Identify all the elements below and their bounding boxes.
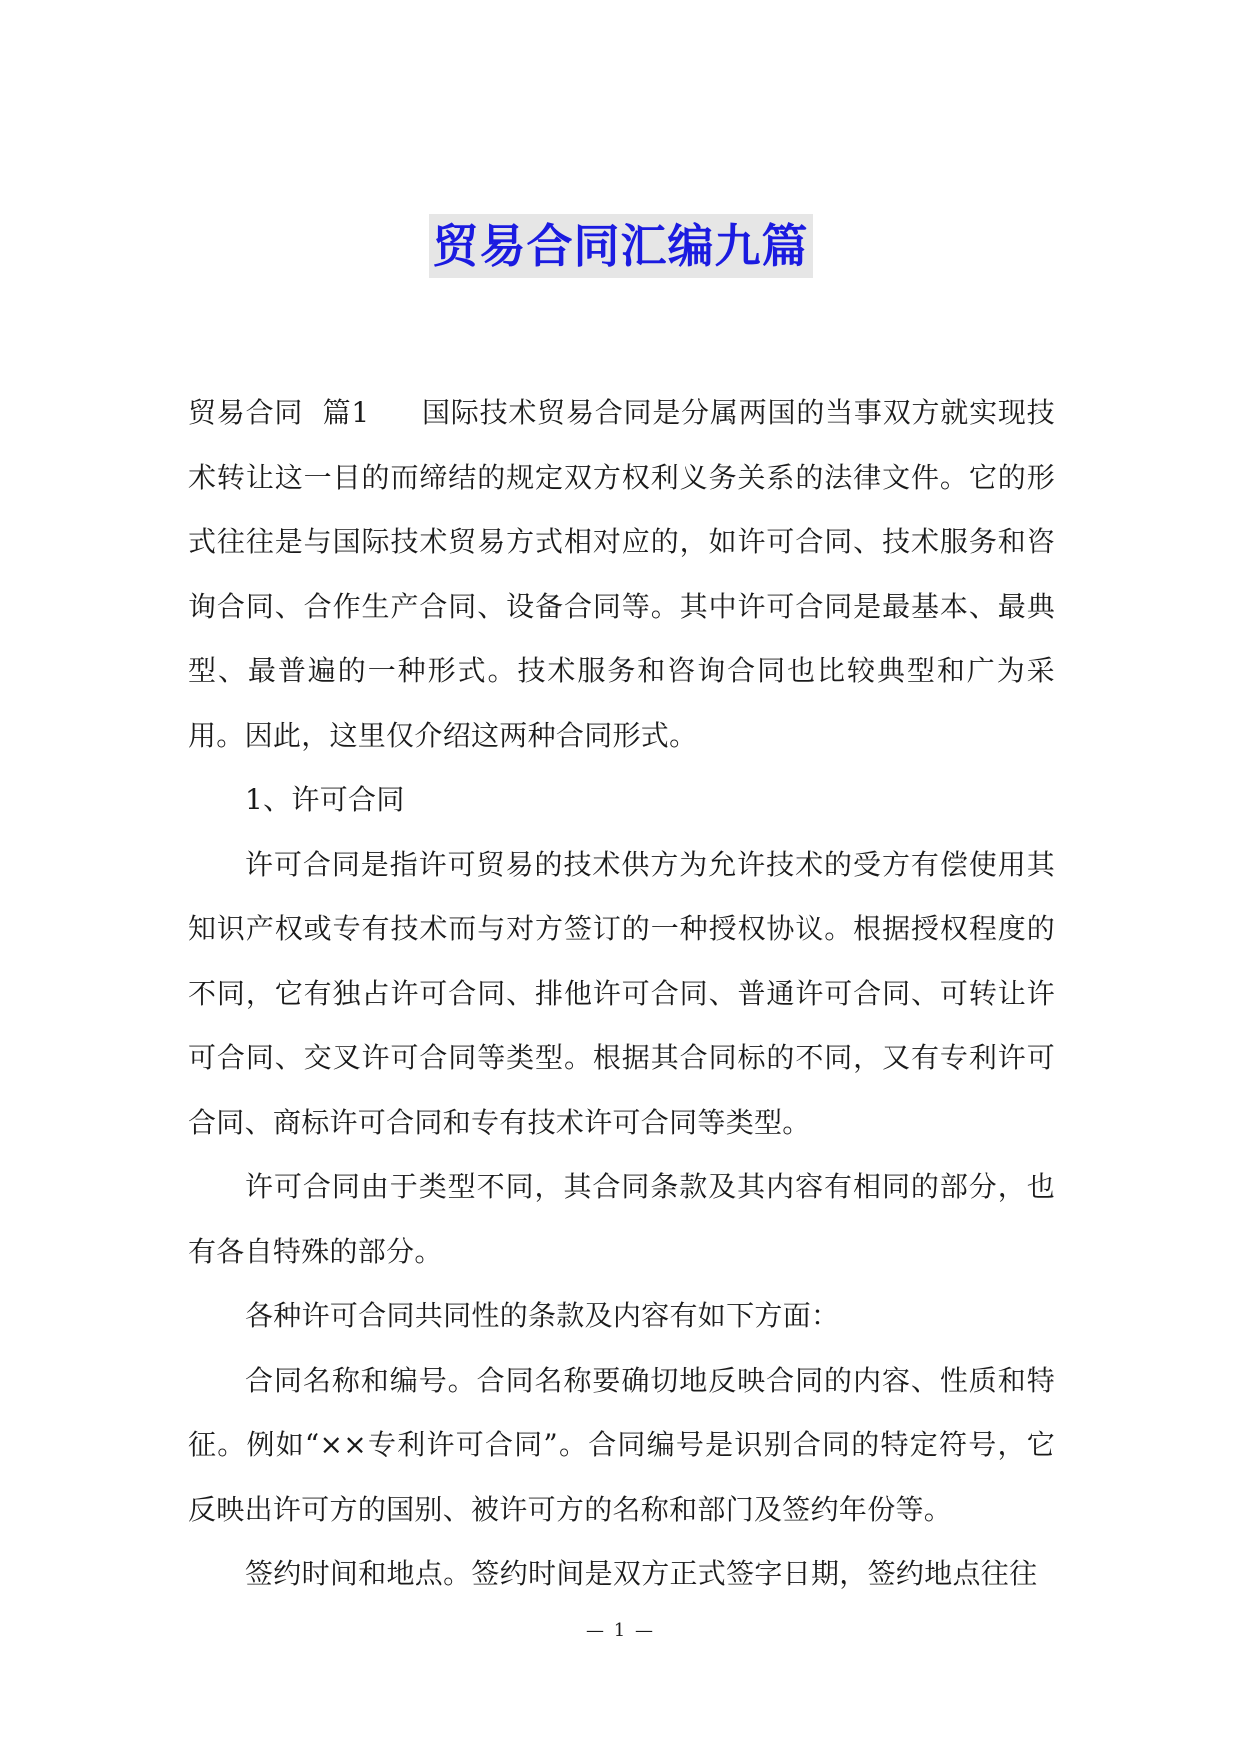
paragraph: 许可合同是指许可贸易的技术供方为允许技术的受方有偿使用其知识产权或专有技术而与对方签订的一种授权协议。根据授权程度的不同，它有独占许可合同、排他许可合同、普通许可合同、可转让许可合同、交叉许可合同等类型。根据其合同标的不同，又有专利许可合同、商标许可合同和专有技术许可合同等类型。 (188, 847, 1055, 1139)
paragraph-heading-license-contract: 1、许可合同 (245, 783, 405, 816)
paragraph: 签约时间和地点。签约时间是双方正式签字日期，签约地点往往 (245, 1557, 1038, 1590)
title-container (0, 214, 1241, 278)
paragraph: 合同名称和编号。合同名称要确切地反映合同的内容、性质和特征。例如“××专利许可合同”。合同编号是识别合同的特定符号，它反映出许可方的国别、被许可方的名称和部门及签约年份等。 (188, 1363, 1055, 1526)
paragraph: 各种许可合同共同性的条款及内容有如下方面： (245, 1299, 840, 1332)
paragraph-first (188, 381, 1055, 768)
paragraph-text: 国际技术贸易合同是分属两国的当事双方就实现技术转让这一目的而缔结的规定双方权利义务关系的法律文件。它的形式往往是与国际技术贸易方式相对应的，如许可合同、技术服务和咨询合同、合作生产合同、设备合同等。其中许可合同是最基本、最典型、最普遍的一种形式。技术服务和咨询合同也比较典型和广为采用。因此，这里仅介绍这两种合同形式。 (188, 396, 1055, 752)
document-body (188, 381, 1055, 1607)
section-label: 贸易合同 篇1 (188, 396, 370, 429)
document-title: 贸易合同汇编九篇 (429, 214, 813, 278)
paragraph: 许可合同由于类型不同，其合同条款及其内容有相同的部分，也有各自特殊的部分。 (188, 1170, 1055, 1268)
page-number: — 1 — (586, 1620, 655, 1641)
